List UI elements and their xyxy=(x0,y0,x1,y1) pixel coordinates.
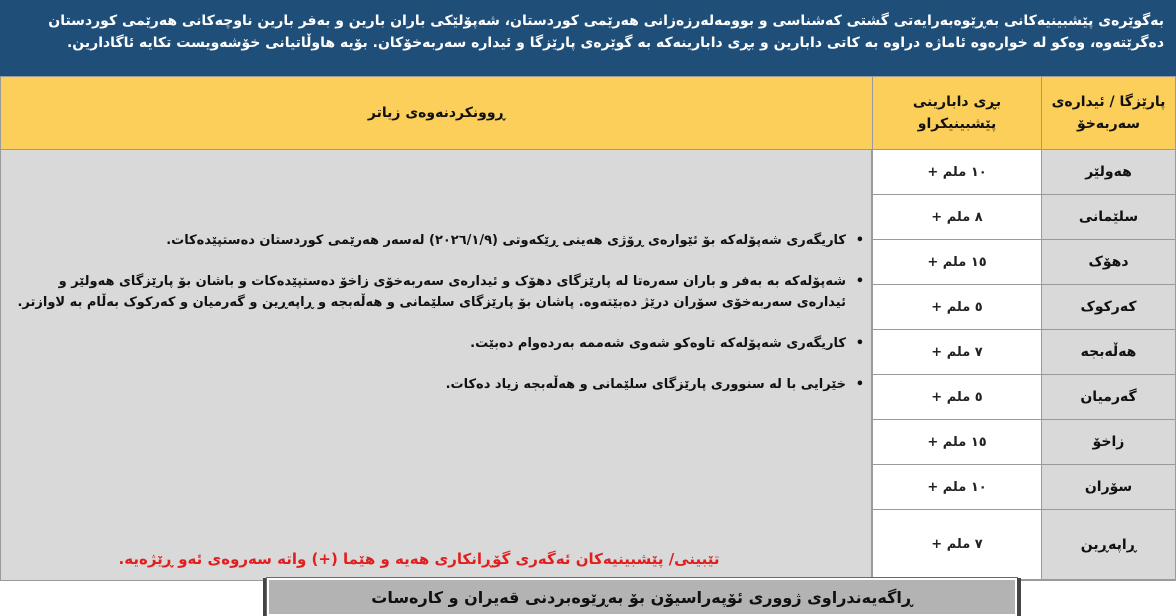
table-header-row xyxy=(1,77,1175,150)
details-list xyxy=(9,230,884,415)
city-cell: دهۆک xyxy=(1041,240,1175,285)
bullet-icon: • xyxy=(855,233,864,248)
list-item xyxy=(9,230,864,251)
amount-cell: ١٠ ملم + xyxy=(872,150,1041,195)
list-item xyxy=(9,333,864,354)
list-item xyxy=(9,374,864,395)
amount-cell: ٨ ملم + xyxy=(872,195,1041,240)
city-cell: ڕاپەڕین xyxy=(1041,510,1175,580)
bullet-icon: • xyxy=(855,377,864,392)
bullet-text: کاریگەری شەپۆلەکە تاوەکو شەوی شەممە بەردەوام دەبێت. xyxy=(470,336,846,351)
amount-cell: ٥ ملم + xyxy=(872,285,1041,330)
bullet-text: کاریگەری شەپۆلەکە بۆ ئێوارەی ڕۆژی هەینی ڕێکەوتی (٢٠٢٦/١/٩) لەسەر هەرێمی کوردستان دەستپێدەکات. xyxy=(166,233,846,248)
amount-cell: ١٥ ملم + xyxy=(872,420,1041,465)
footer-text: ڕاگەیەندراوی ژووری ئۆپەراسیۆن بۆ بەڕێوەبردنی قەیران و کارەسات xyxy=(371,587,913,607)
header-amount: بڕی دابارینی پێشبینیکراو xyxy=(872,77,1041,149)
forecast-table xyxy=(0,76,1176,581)
amount-cell: ٧ ملم + xyxy=(872,510,1041,580)
city-cell: زاخۆ xyxy=(1041,420,1175,465)
amount-cell: ١٥ ملم + xyxy=(872,240,1041,285)
city-cell: سۆران xyxy=(1041,465,1175,510)
city-cell: گەرمیان xyxy=(1041,375,1175,420)
bullet-icon: • xyxy=(855,336,864,351)
header-city: پارێزگا / ئیدارەی سەربەخۆ xyxy=(1041,77,1175,149)
amount-cell: ٥ ملم + xyxy=(872,375,1041,420)
amount-cell: ١٠ ملم + xyxy=(872,465,1041,510)
bullet-text: خێرایی با لە سنووری پارێزگای سلێمانی و هەڵەبجە زیاد دەکات. xyxy=(445,377,846,392)
header-details: ڕوونکردنەوەی زیاتر xyxy=(367,105,506,121)
header-text: بەگوێرەی پێشبینیەکانی بەڕێوەبەرایەتی گشتی کەشناسی و بوومەلەرزەزانی هەرێمی کوردستان، شەپۆلێکی باران بارین و بەفر بارین ناوچەکانی هەرێمی کوردستان دەگرێتەوە، وەکو لە خوارەوە ئاماژە دراوە بە کاتی دابارین و بڕی دابارینەکە بە گوێرەی پارێزگا و ئیدارە سەربەخۆکان. بۆیە هاوڵاتیانی خۆشەویست تکایە ئاگادارین. xyxy=(48,13,1164,51)
city-cell: هەڵەبجە xyxy=(1041,330,1175,375)
city-cell: کەرکوک xyxy=(1041,285,1175,330)
footer-right-edge xyxy=(1017,578,1021,616)
city-cell: سلێمانی xyxy=(1041,195,1175,240)
list-item xyxy=(9,271,864,313)
footer-banner xyxy=(267,578,1017,616)
city-cell: هەولێر xyxy=(1041,150,1175,195)
bullet-icon: • xyxy=(855,274,864,289)
announcement-header xyxy=(0,0,1176,76)
amount-cell: ٧ ملم + xyxy=(872,330,1041,375)
details-cell xyxy=(1,150,872,580)
bullet-text: شەپۆلەکە بە بەفر و باران سەرەتا لە پارێزگای دهۆک و ئیدارەی سەربەخۆی زاخۆ دەستپێدەکات و باشان بۆ پارێزگای هەولێر و ئیدارەی سەربەخۆی سۆران درێژ دەبێتەوە. پاشان بۆ پارێزگای سلێمانی و هەڵەبجە و ڕاپەڕین و گەرمیان و کەرکوک بەڵام بە لاوازتر. xyxy=(17,274,846,310)
note-text: تێبینی/ پێشبینیەکان ئەگەری گۆڕانکاری هەیە و هێما (+) واتە سەروەی ئەو ڕێژەیە. xyxy=(118,550,720,568)
